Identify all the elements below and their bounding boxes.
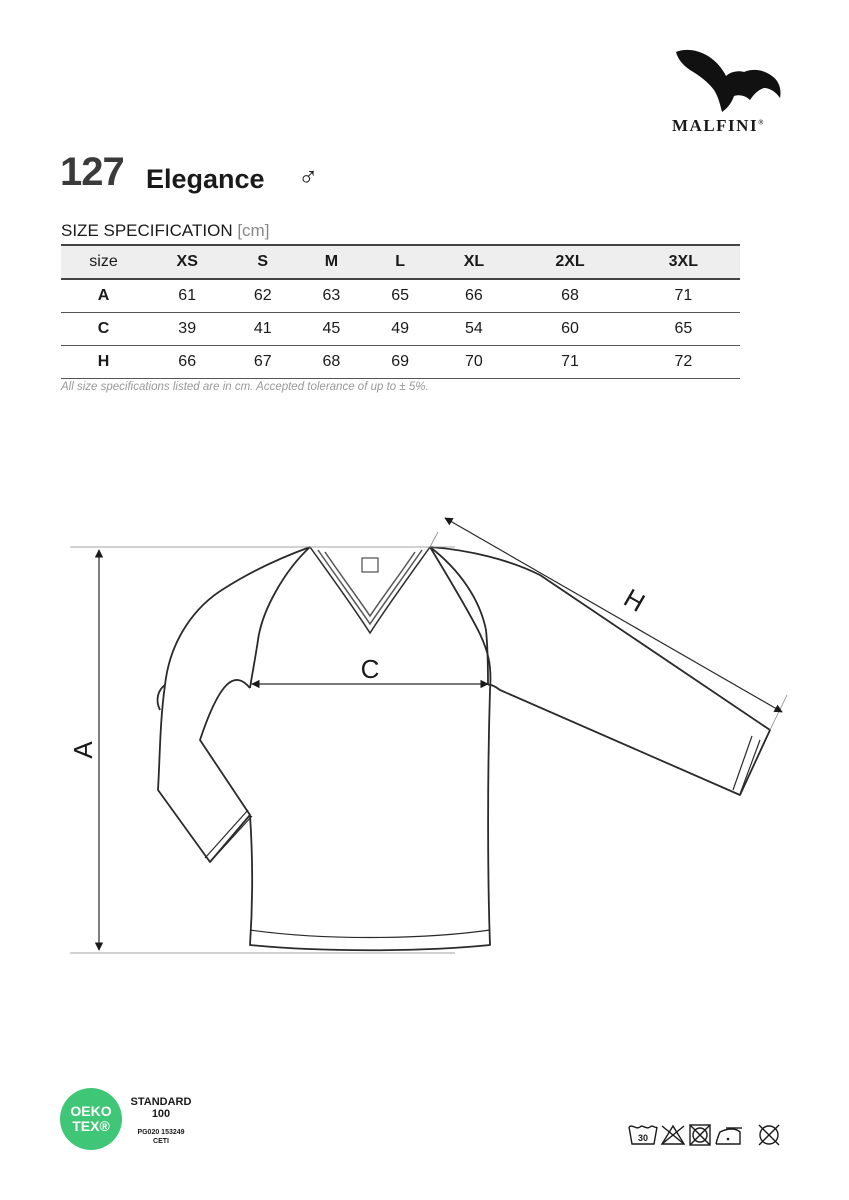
tolerance-note: All size specifications listed are in cm. Accepted tolerance of up to ± 5%. (61, 381, 429, 393)
table-cell: 49 (391, 320, 409, 337)
size-table (61, 244, 740, 379)
table-cell: 61 (178, 287, 197, 304)
gender-icon: ♂ (298, 162, 319, 192)
column-header: XS (176, 253, 198, 270)
dimension-a-label: A (68, 741, 98, 759)
table-cell: 65 (391, 287, 409, 304)
table-cell: 41 (253, 320, 272, 337)
no-bleach-icon (662, 1126, 684, 1144)
section-heading: SIZE SPECIFICATION [cm] (61, 221, 270, 240)
dimension-c-label: C (360, 654, 380, 684)
garment-drawing (0, 490, 849, 990)
table-cell: 68 (322, 353, 341, 370)
table-row (61, 279, 740, 313)
column-header: XL (463, 253, 485, 270)
table-cell: 65 (674, 320, 693, 337)
table-row (61, 313, 740, 346)
product-name: Elegance (146, 164, 265, 194)
table-cell: 54 (465, 320, 483, 337)
table-cell: 66 (465, 287, 483, 304)
oeko-standard-text: STANDARD 100 (130, 1096, 192, 1120)
column-header: size (89, 253, 118, 270)
column-header: M (324, 253, 339, 270)
table-cell: 71 (561, 353, 579, 370)
v-neck-collar (310, 547, 430, 633)
table-cell: 60 (561, 320, 579, 337)
table-header-row (61, 245, 740, 279)
row-label: C (97, 320, 110, 337)
product-code: 127 (60, 150, 124, 194)
wash-temperature: 30 (637, 1133, 649, 1143)
column-header: S (257, 253, 269, 270)
column-header: 2XL (555, 253, 585, 270)
no-dry-clean-icon (759, 1125, 779, 1145)
table-cell: 45 (322, 320, 341, 337)
table-cell: 63 (322, 287, 341, 304)
table-cell: 72 (674, 353, 693, 370)
table-cell: 71 (674, 287, 693, 304)
shirt-outline (158, 547, 770, 950)
oeko-certificate-code: PG020 153249 CETI (137, 1129, 185, 1145)
row-label: H (97, 353, 110, 370)
care-symbols (628, 1122, 784, 1148)
table-cell: 67 (253, 353, 272, 370)
table-cell: 62 (253, 287, 272, 304)
table-row (61, 346, 740, 379)
row-label: A (97, 287, 110, 304)
table-cell: 70 (465, 353, 483, 370)
column-header: L (395, 253, 405, 270)
table-cell: 68 (561, 287, 579, 304)
dimension-h-label: H (618, 582, 651, 618)
malfini-eagle-logo (672, 46, 784, 114)
dimension-a (70, 547, 455, 953)
column-header: 3XL (668, 253, 698, 270)
oeko-tex-badge: OEKO TEX® (60, 1088, 122, 1150)
table-cell: 39 (178, 320, 197, 337)
brand-name: MALFINI® (672, 116, 765, 135)
dimension-h (430, 518, 787, 730)
no-tumble-dry-icon (690, 1125, 710, 1145)
iron-low-icon (716, 1128, 742, 1144)
neck-label (362, 558, 378, 572)
table-cell: 69 (391, 353, 409, 370)
table-cell: 66 (178, 353, 197, 370)
